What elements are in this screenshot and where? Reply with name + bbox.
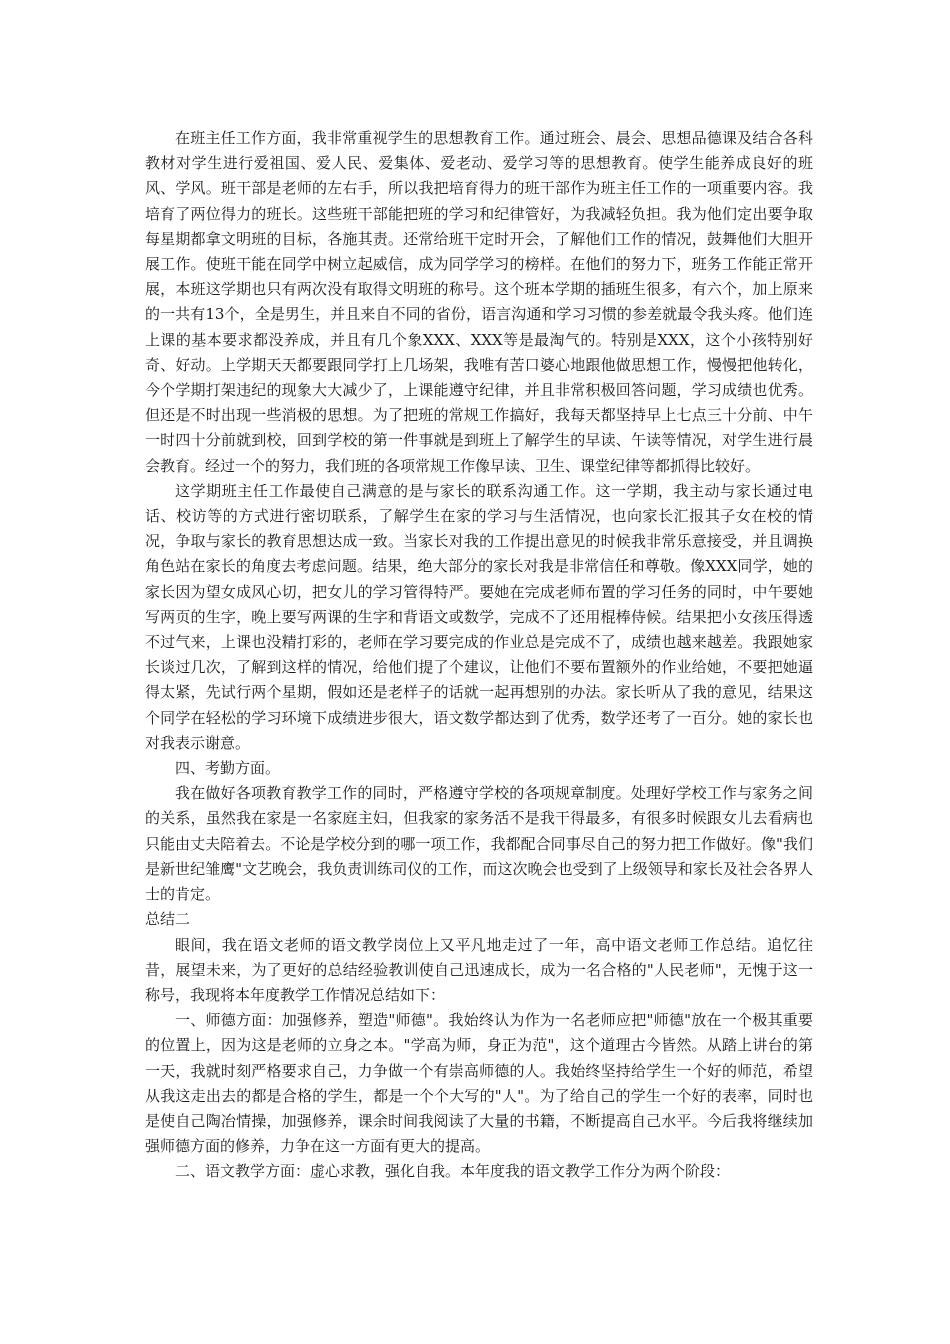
paragraph-parent-communication: 这学期班主任工作最使自己满意的是与家长的联系沟通工作。这一学期，我主动与家长通过电话、校访等的方式进行密切联系，了解学生在家的学习与生活情况，也向家长汇报其子女在校的情况，争取与家长的教育思想达成一致。当家长对我的工作提出意见的时候我非常乐意接受，并且调换角色站在家长的角度去考虑问题。结果，绝大部分的家长对我是非常信任和尊敬。像XXX同学，她的家长因为望女成风心切，把女儿的学习管得特严。要她在完成老师布置的学习任务的同时，中午要她写两页的生字，晚上要写两课的生字和背语文或数学，完成不了还用棍棒侍候。结果把小女孩压得透不过气来，上课也没精打彩的，老师在学习要完成的作业总是完成不了，成绩也越来越差。我跟她家长谈过几次，了解到这样的情况，给他们提了个建议，让他们不要布置额外的作业给她，不要把她逼得太紧，先试行两个星期，假如还是老样子的话就一起再想别的办法。家长听从了我的意见，结果这个同学在轻松的学习环境下成绩进步很大，语文数学都达到了优秀，数学还考了一百分。她的家长也对我表示谢意。	[145, 481, 813, 752]
document-body	[145, 126, 813, 1185]
paragraph-teacher-ethics: 一、师德方面：加强修养，塑造"师德"。我始终认为作为一名老师应把"师德"放在一个极其重要的位置上，因为这是老师的立身之本。"学高为师，身正为范"，这个道理古今皆然。从踏上讲台的第一天，我就时刻严格要求自己，力争做一个有崇高师德的人。我始终坚持给学生一个好的师范，希望从我这走出去的都是合格的学生，都是一个个大写的"人"。为了给自己的学生一个好的表率，同时也是使自己陶冶情操，加强修养，课余时间我阅读了大量的书籍，不断提高自己水平。今后我将继续加强师德方面的修养，力争在这一方面有更大的提高。	[145, 1011, 813, 1156]
paragraph-attendance: 我在做好各项教育教学工作的同时，严格遵守学校的各项规章制度。处理好学校工作与家务之间的关系，虽然我在家是一名家庭主妇，但我家的家务活不是我干得最多，有很多时候跟女儿去看病也只能由丈夫陪着去。不论是学校分到的哪一项工作，我都配合同事尽自己的努力把工作做好。像"我们是新世纪雏鹰"文艺晚会，我负责训练司仪的工作，而这次晚会也受到了上级领导和家长及社会各界人士的肯定。	[145, 784, 813, 904]
paragraph-attendance-heading: 四、考勤方面。	[175, 759, 281, 778]
section-title: 总结二	[145, 910, 191, 929]
paragraph-teaching-heading: 二、语文教学方面：虚心求教，强化自我。本年度我的语文教学工作分为两个阶段：	[175, 1162, 731, 1181]
paragraph-summary-intro: 眼间，我在语文老师的语文教学岗位上又平凡地走过了一年，高中语文老师工作总结。追忆往昔，展望未来，为了更好的总结经验教训使自己迅速成长，成为一名合格的"人民老师"，无愧于这一称号，我现将本年度教学工作情况总结如下：	[145, 935, 813, 1004]
paragraph-class-management: 在班主任工作方面，我非常重视学生的思想教育工作。通过班会、晨会、思想品德课及结合各科教材对学生进行爱祖国、爱人民、爱集体、爱老动、爱学习等的思想教育。使学生能养成良好的班风、学风。班干部是老师的左右手，所以我把培育得力的班干部作为班主任工作的一项重要内容。我培育了两位得力的班长。这些班干部能把班的学习和纪律管好，为我减轻负担。我为他们定出要争取每星期都拿文明班的目标，各施其责。还常给班干定时开会，了解他们工作的情况，鼓舞他们大胆开展工作。使班干能在同学中树立起威信，成为同学学习的榜样。在他们的努力下，班务工作能正常开展，本班这学期也只有两次没有取得文明班的称号。这个班本学期的插班生很多，有六个，加上原来的一共有13个，全是男生，并且来自不同的省份，语言沟通和学习习惯的参差就最令我头疼。他们连上课的基本要求都没养成，并且有几个象XXX、XXX等是最淘气的。特别是XXX，这个小孩特别好奇、好动。上学期天天都要跟同学打上几场架，我唯有苦口婆心地跟他做思想工作，慢慢把他转化，今个学期打架违纪的现象大大减少了，上课能遵守纪律，并且非常积极回答问题，学习成绩也优秀。但还是不时出现一些消极的思想。为了把班的常规工作搞好，我每天都坚持早上七点三十分前、中午一时四十分前就到校，回到学校的第一件事就是到班上了解学生的早读、午读等情况，对学生进行晨会教育。经过一个的努力，我们班的各项常规工作像早读、卫生、课堂纪律等都抓得比较好。	[145, 129, 813, 475]
